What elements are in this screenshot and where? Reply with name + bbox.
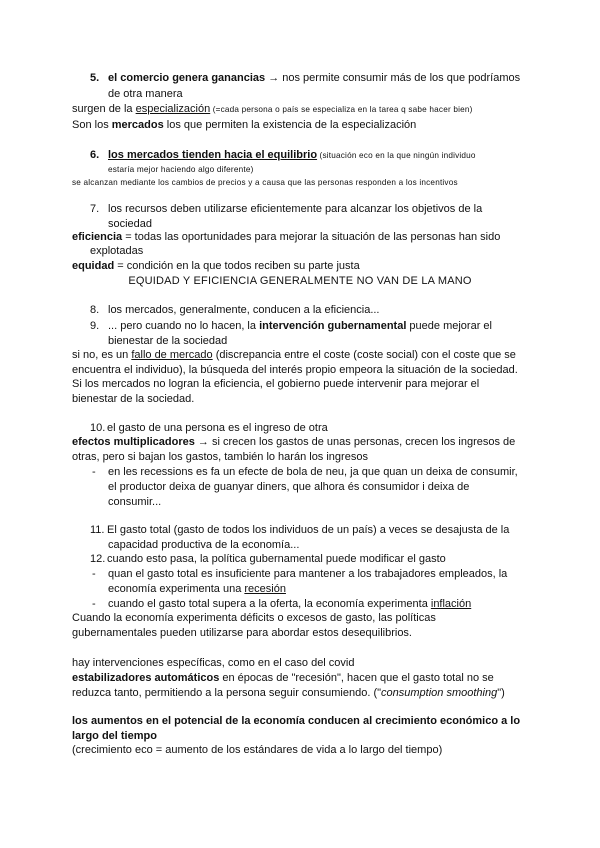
estabilizadores-cont <box>72 685 532 701</box>
growth-bold-2: largo del tiempo <box>72 730 157 742</box>
item-6-bold: los mercados tienden hacia el equilibrio <box>108 149 318 161</box>
surgen-line <box>72 101 532 118</box>
fallo-line-1 <box>72 347 532 363</box>
item-9-number: 9. <box>90 320 100 332</box>
item-9-intervencion: intervención gubernamental <box>259 320 407 332</box>
item-12-dash-1: quan el gasto total es insuficiente para mantener a los trabajadores empleados, la <box>108 568 508 580</box>
item-10-dash-2: el productor deixa de guanyar diners, que alhora és consumidor i deixa de <box>108 481 470 493</box>
item-5-arrow: → <box>265 72 283 84</box>
smoothing-b: ") <box>497 687 505 699</box>
item-11-cont: capacidad productiva de la economía... <box>108 539 300 551</box>
fallo-b: (discrepancia entre el coste (coste social) con el coste que se <box>212 349 516 361</box>
item-11-text: El gasto total (gasto de todos los individuos de un país) a veces se desajusta de la <box>107 524 510 536</box>
item-5-cont: de otra manera <box>108 88 183 100</box>
equidad-def: = condición en la que todos reciben su parte justa <box>114 260 360 272</box>
equidad-term: equidad <box>72 260 115 272</box>
growth-note: (crecimiento eco = aumento de los estándares de vida a lo largo del tiempo) <box>72 744 443 756</box>
estabilizadores-term: estabilizadores automáticos <box>72 672 220 684</box>
equidad-line <box>72 258 532 274</box>
eficiencia-def: = todas las oportunidades para mejorar la situación de las personas han sido <box>122 231 501 243</box>
item-11-number: 11. <box>90 524 105 536</box>
item-8-text: los mercados, generalmente, conducen a la eficiencia... <box>108 304 380 316</box>
multiplicadores-term: efectos multiplicadores <box>72 436 195 448</box>
item-9-line <box>108 318 568 334</box>
fallo-de-mercado: fallo de mercado <box>131 349 213 361</box>
surgen-a: surgen de la <box>72 103 136 115</box>
fallo-a: si no, es un <box>72 349 132 361</box>
item-12-number: 12. <box>90 553 106 565</box>
item-5-bold: el comercio genera ganancias <box>108 72 266 84</box>
item-10-dash: - <box>92 466 96 478</box>
fallo-line-4: bienestar de la sociedad. <box>72 393 195 405</box>
son-c: los que permiten la existencia de la especialización <box>163 119 417 131</box>
item-5-line <box>108 70 568 86</box>
item-7-number: 7. <box>90 203 100 215</box>
item-7-text: los recursos deben utilizarse eficientemente para alcanzar los objetivos de la <box>108 203 483 215</box>
estabilizadores-def: en épocas de "recesión", hacen que el gasto total no se <box>219 672 494 684</box>
fallo-line-3: Si los mercados no logran la eficiencia, el gobierno puede intervenir para mejorar el <box>72 378 480 390</box>
multiplicadores-def: → si crecen los gastos de unas personas, crecen los ingresos de <box>194 436 516 448</box>
item-12-text: cuando esto pasa, la política gubernamental puede modificar el gasto <box>107 553 446 565</box>
consumption-smoothing: consumption smoothing <box>381 687 498 699</box>
son-a: Son los <box>72 119 112 131</box>
surgen-note: (=cada persona o país se especializa en la tarea q sabe hacer bien) <box>210 105 473 114</box>
item-12-dash-a: - <box>92 568 96 580</box>
smoothing-a: reduzca tanto, permitiendo a la persona seguir consumiendo. (" <box>72 687 382 699</box>
multiplicadores-line <box>72 434 532 450</box>
item-6-number: 6. <box>90 149 100 161</box>
inflacion-term: inflación <box>430 598 472 610</box>
inflacion-a: cuando el gasto total supera a la oferta, la economía experimenta <box>108 598 431 610</box>
item-7-cont: sociedad <box>108 218 153 230</box>
deficits-line-2: gubernamentales pueden utilizarse para abordar estos desequilibrios. <box>72 627 412 639</box>
item-6-note-cont: estaría mejor haciendo algo diferente) <box>108 165 254 174</box>
son-mercados: mercados <box>111 119 164 131</box>
growth-bold-1: los aumentos en el potencial de la economía conducen al crecimiento económico a lo <box>72 715 521 727</box>
deficits-line-1: Cuando la economía experimenta déficits o excesos de gasto, las políticas <box>72 612 436 624</box>
covid-line: hay intervenciones específicas, como en el caso del covid <box>72 657 355 669</box>
multiplicadores-cont: otras, pero si bajan los gastos, también lo harán los ingresos <box>72 451 368 463</box>
surgen-especializacion: especialización <box>135 103 211 115</box>
fallo-line-2: encuentra el individuo), la búsqueda del interés propio empeora la situación de la sociedad. <box>72 364 518 376</box>
item-10-dash-3: consumir... <box>108 496 162 508</box>
item-6-incentivos: se alcanzan mediante los cambios de precios y a causa que las personas responden a los incentivos <box>72 178 458 187</box>
eficiencia-cont: explotadas <box>90 245 144 257</box>
estabilizadores-line <box>72 670 532 686</box>
item-12-dash-2 <box>108 581 568 597</box>
recesion-a: economía experimenta una <box>108 583 245 595</box>
item-8-number: 8. <box>90 304 100 316</box>
son-line <box>72 117 532 133</box>
item-9-a: ... pero cuando no lo hacen, la <box>108 320 260 332</box>
item-9-cont: bienestar de la sociedad <box>108 335 228 347</box>
item-10-text: el gasto de una persona es el ingreso de otra <box>107 422 328 434</box>
item-6-note: (situación eco en la que ningún individuo <box>317 151 476 160</box>
item-10-dash-1: en les recessions es fa un efecte de bola de neu, ja que quan un deixa de consumir, <box>108 466 518 478</box>
recesion-term: recesión <box>244 583 286 595</box>
item-10-number: 10. <box>90 422 106 434</box>
item-5-number: 5. <box>90 72 100 84</box>
equidad-eficiencia-caps: EQUIDAD Y EFICIENCIA GENERALMENTE NO VAN DE LA MANO <box>128 275 472 287</box>
item-5-text: nos permite consumir más de los que podríamos <box>282 72 521 84</box>
item-12-dash-b: - <box>92 598 96 610</box>
item-9-c: puede mejorar el <box>406 320 492 332</box>
eficiencia-term: eficiencia <box>72 231 123 243</box>
